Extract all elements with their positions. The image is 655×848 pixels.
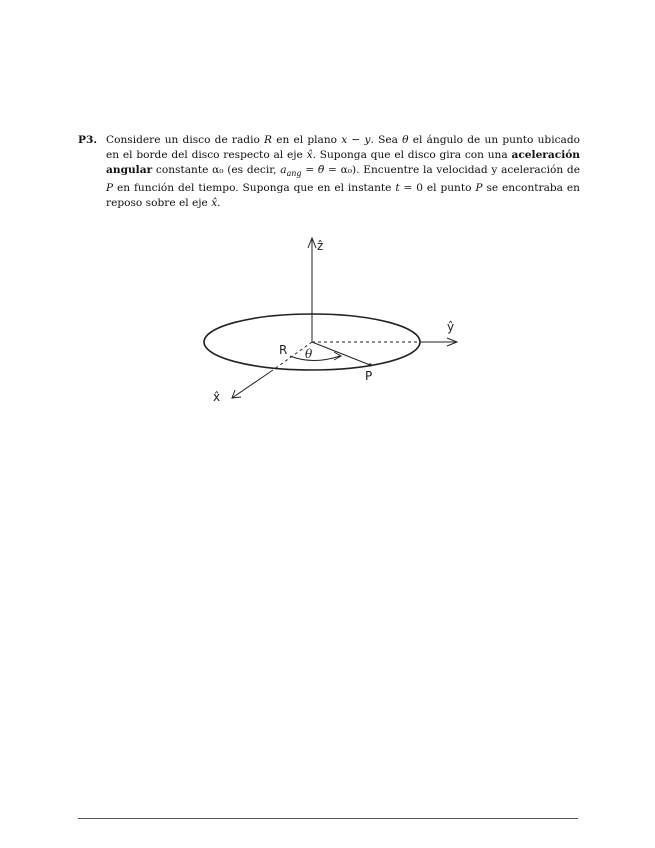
statement-segment: x̂ <box>306 149 313 161</box>
angle-arc <box>290 356 340 361</box>
statement-segment: en el plano <box>272 134 342 146</box>
disk-figure <box>195 228 475 413</box>
statement-segment: = 0 el punto <box>399 182 476 195</box>
statement-segment: = α₀). Encuentre la velocidad y aceleración de <box>324 164 580 176</box>
y-axis-label: ŷ <box>447 320 455 334</box>
statement-segment: a <box>280 164 287 176</box>
footer-rule <box>78 818 578 819</box>
radius-line <box>312 342 370 365</box>
statement-segment: se encontraba en reposo sobre el eje <box>106 182 580 210</box>
statement-segment: . Sea <box>370 134 403 146</box>
statement-segment: P <box>106 182 114 195</box>
statement-segment: aceleración angular <box>106 149 580 176</box>
problem-p3 <box>78 133 580 211</box>
problem-label: P3. <box>78 134 98 146</box>
statement-segment: = <box>301 164 318 176</box>
x-axis-label: x̂ <box>213 390 221 404</box>
statement-segment: ang <box>286 169 302 179</box>
point-p-marker <box>368 363 371 366</box>
statement-segment: θ̈ <box>317 164 325 176</box>
radius-label: R <box>279 343 288 357</box>
statement-segment: constante α₀ (es decir, <box>152 164 281 176</box>
statement-segment: en función del tiempo. Suponga que en el instante <box>113 182 396 195</box>
problem-statement <box>106 133 580 211</box>
point-p-label: P <box>365 369 373 383</box>
statement-segment: . Suponga que el disco gira con una <box>312 149 512 161</box>
z-axis-label: ẑ <box>317 239 324 253</box>
angle-label: θ <box>305 347 313 361</box>
statement-segment: R <box>264 134 273 146</box>
statement-segment: el ángulo de un punto ubicado en el borde del disco respecto al eje <box>106 134 581 161</box>
x-axis-outer <box>232 370 273 398</box>
statement-segment: t <box>395 182 400 195</box>
statement-segment: x̂ <box>211 197 218 210</box>
statement-segment: θ <box>402 134 409 146</box>
disk-diagram <box>195 228 475 413</box>
statement-segment: P <box>475 182 483 195</box>
statement-segment: Considere un disco de radio <box>106 134 265 146</box>
statement-segment: . <box>217 197 221 210</box>
statement-segment: x − y <box>341 134 371 146</box>
